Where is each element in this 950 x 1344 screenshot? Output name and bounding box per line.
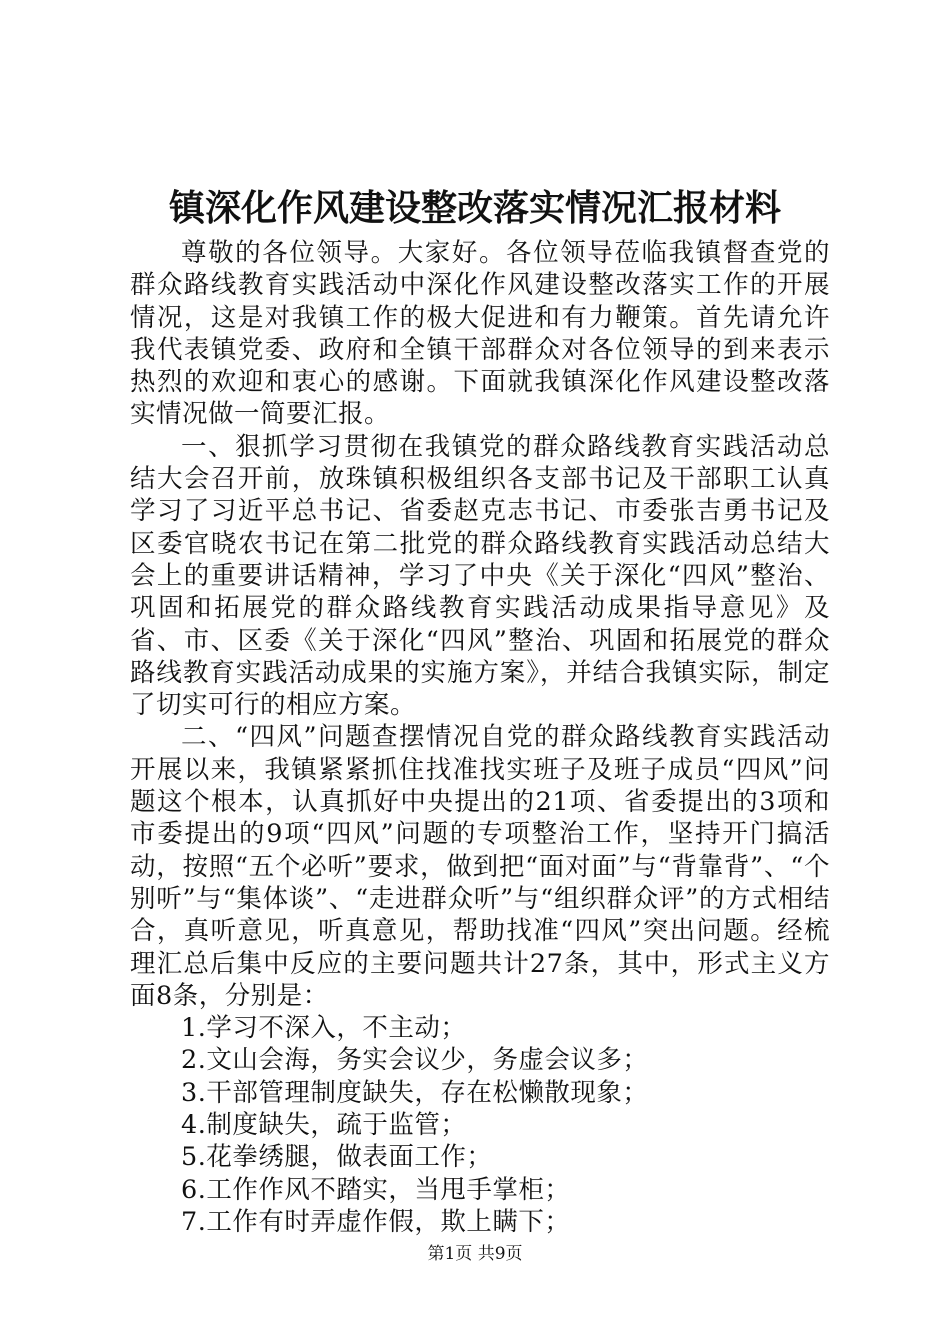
document-body	[130, 237, 830, 1238]
paragraph-greeting: 尊敬的各位领导。大家好。各位领导莅临我镇督查党的群众路线教育实践活动中深化作风建设整改落实工作的开展情况，这是对我镇工作的极大促进和有力鞭策。首先请允许我代表镇党委、政府和全镇干部群众对各位领导的到来表示热烈的欢迎和衷心的感谢。下面就我镇深化作风建设整改落实情况做一简要汇报。	[130, 238, 830, 430]
problem-list	[130, 1012, 830, 1238]
paragraph-section-1: 一、狠抓学习贯彻在我镇党的群众路线教育实践活动总结大会召开前，放珠镇积极组织各支部书记及干部职工认真学习了习近平总书记、省委赵克志书记、市委张吉勇书记及区委官晓农书记在第二批党的群众路线教育实践活动总结大会上的重要讲话精神，学习了中央《关于深化“四风”整治、巩固和拓展党的群众路线教育实践活动成果指导意见》及省、市、区委《关于深化“四风”整治、巩固和拓展党的群众路线教育实践活动成果的实施方案》，并结合我镇实际，制定了切实可行的相应方案。	[130, 431, 830, 721]
list-item: 5.花拳绣腿，做表面工作；	[181, 1142, 493, 1173]
list-item: 3.干部管理制度缺失，存在松懒散现象；	[181, 1077, 649, 1108]
document-title: 镇深化作风建设整改落实情况汇报材料	[168, 187, 781, 229]
paragraph-section-2: 二、“四风”问题查摆情况自党的群众路线教育实践活动开展以来，我镇紧紧抓住找准找实班子及班子成员“四风”问题这个根本，认真抓好中央提出的21项、省委提出的3项和市委提出的9项“四风”问题的专项整治工作，坚持开门搞活动，按照“五个必听”要求，做到把“面对面”与“背靠背”、“个别听”与“集体谈”、“走进群众听”与“组织群众评”的方式相结合，真听意见，听真意见，帮助找准“四风”突出问题。经梳理汇总后集中反应的主要问题共计27条，其中，形式主义方面8条，分别是：	[130, 722, 830, 1011]
page-footer: 第1页 共9页	[427, 1244, 523, 1264]
list-item: 7.工作有时弄虚作假，欺上瞒下；	[181, 1206, 571, 1237]
list-item: 1.学习不深入，不主动；	[181, 1013, 467, 1044]
list-item: 4.制度缺失，疏于监管；	[181, 1110, 467, 1141]
list-item: 2.文山会海，务实会议少，务虚会议多；	[181, 1045, 649, 1076]
list-item: 6.工作作风不踏实，当甩手掌柜；	[181, 1174, 571, 1205]
